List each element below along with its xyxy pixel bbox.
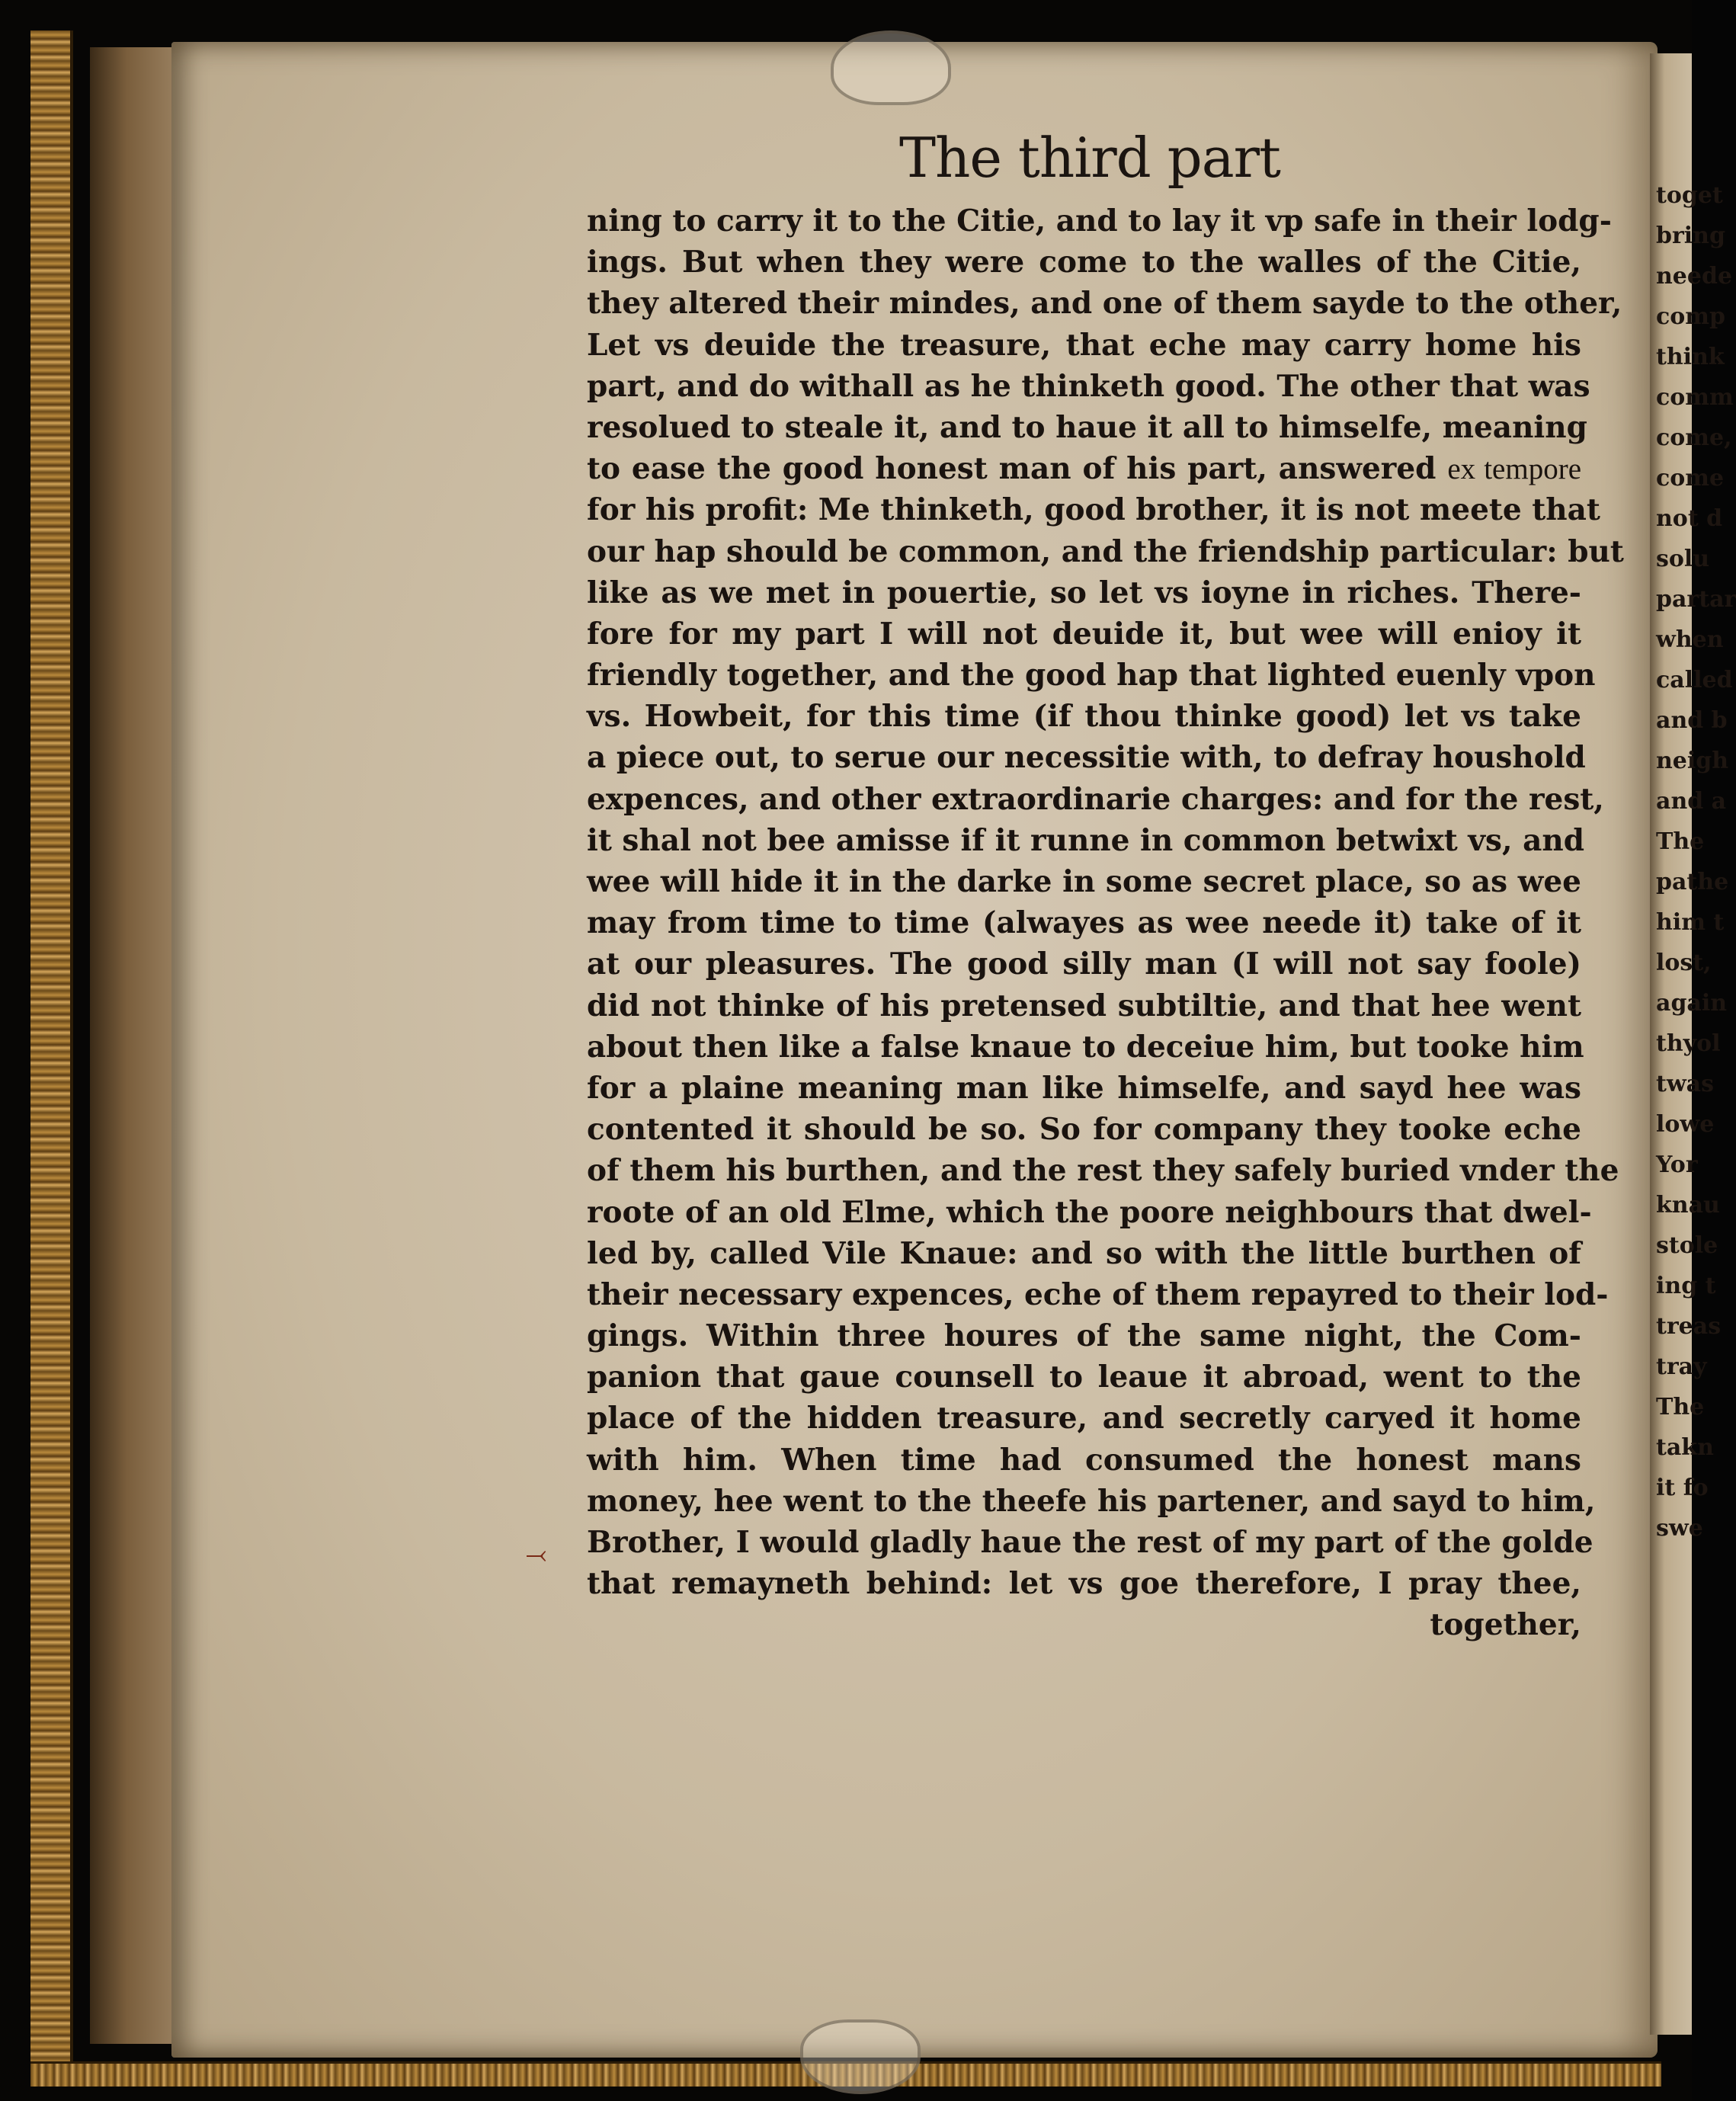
page-clip-bottom: [800, 2019, 921, 2094]
facing-fragment: The: [1656, 1394, 1705, 1420]
text-line: vs. Howbeit, for this time (if thou thinke good) let vs take: [587, 699, 1581, 735]
text-line: gings. Within three houres of the same night, the Com-: [587, 1318, 1581, 1354]
text-line: did not thinke of his pretensed subtiltie, and that hee went: [587, 988, 1581, 1023]
text-line: contented it should be so. So for company they tooke eche: [587, 1112, 1581, 1148]
facing-page-fragments: [1650, 175, 1736, 1549]
facing-fragment: bring: [1656, 223, 1725, 249]
facing-fragment: tray: [1656, 1353, 1707, 1380]
text-line: of them his burthen, and the rest they safely buried vnder the: [587, 1153, 1619, 1189]
facing-fragment: it fo: [1656, 1475, 1709, 1501]
text-line: at our pleasures. The good silly man (I will not say foole): [587, 946, 1581, 982]
latin-phrase: ex tempore: [1447, 453, 1581, 486]
facing-fragment: treas: [1656, 1313, 1722, 1340]
facing-fragment: takn: [1656, 1434, 1714, 1461]
page-clip-top: [831, 30, 951, 105]
facing-fragment: solu: [1656, 546, 1710, 572]
facing-fragment: called: [1656, 667, 1733, 693]
text-line: place of the hidden treasure, and secretly caryed it home: [587, 1401, 1581, 1436]
gilt-left-edge: [30, 30, 73, 2073]
facing-fragment: think: [1656, 344, 1725, 370]
page-stack: [90, 47, 181, 2044]
facing-fragment: when: [1656, 626, 1724, 653]
text-line: panion that gaue counsell to leaue it abroad, went to the: [587, 1360, 1581, 1395]
facing-fragment: lowe: [1656, 1111, 1715, 1138]
text-line: resolued to steale it, and to haue it all to himselfe, meaning: [587, 409, 1587, 445]
facing-fragment: him t: [1656, 909, 1725, 936]
running-head: The third part: [899, 126, 1280, 190]
text-line: expences, and other extraordinarie charges: and for the rest,: [587, 781, 1604, 817]
text-line: may from time to time (alwayes as wee neede it) take of it: [587, 905, 1581, 941]
facing-fragment: and a: [1656, 788, 1727, 815]
facing-fragment: knau: [1656, 1192, 1720, 1219]
facing-page-edge: [1650, 53, 1736, 2035]
text-line: it shal not bee amisse if it runne in common betwixt vs, and: [587, 822, 1585, 858]
facing-fragment: not d: [1656, 505, 1723, 532]
text-line: ings. But when they were come to the walles of the Citie,: [587, 245, 1581, 280]
facing-fragment: neigh: [1656, 748, 1729, 774]
text-line: their necessary expences, eche of them repayred to their lod-: [587, 1276, 1609, 1312]
facing-fragment: neede: [1656, 263, 1733, 290]
text-line: Let vs deuide the treasure, that eche may carry home his: [587, 327, 1581, 363]
text-line: part, and do withall as he thinketh good. The other that was: [587, 368, 1590, 404]
text-line: like as we met in pouertie, so let vs ioyne in riches. There-: [587, 575, 1581, 610]
facing-fragment: toget: [1656, 182, 1723, 209]
facing-fragment: twas: [1656, 1071, 1715, 1097]
text-line: for his profit: Me thinketh, good brother, it is not meete that: [587, 492, 1600, 528]
text-line: a piece out, to serue our necessitie with, to defray houshold: [587, 740, 1586, 776]
facing-fragment: swe: [1656, 1515, 1703, 1542]
facing-fragment: ing t: [1656, 1273, 1716, 1299]
facing-fragment: comp: [1656, 303, 1725, 330]
text-line: friendly together, and the good hap that lighted euenly vpon: [587, 658, 1596, 693]
text-line: ning to carry it to the Citie, and to lay it vp safe in their lodg-: [587, 203, 1612, 239]
facing-fragment: comm: [1656, 384, 1734, 411]
text-line: roote of an old Elme, which the poore neighbours that dwel-: [587, 1194, 1592, 1230]
text-line: fore for my part I will not deuide it, but wee will enioy it: [587, 616, 1581, 652]
text-line: to ease the good honest man of his part, answered ex tempore: [587, 451, 1581, 487]
facing-fragment: come,: [1656, 424, 1732, 451]
text-line: our hap should be common, and the friendship particular: but: [587, 533, 1624, 569]
facing-fragment: lost,: [1656, 950, 1712, 976]
facing-fragment: thyol: [1656, 1030, 1721, 1057]
facing-fragment: come: [1656, 465, 1725, 492]
text-line: about then like a false knaue to deceiue him, but tooke him: [587, 1029, 1584, 1065]
facing-fragment: Yor: [1656, 1151, 1698, 1178]
text-line: Brother, I would gladly haue the rest of my part of the golde: [587, 1525, 1593, 1560]
text-line: with him. When time had consumed the honest mans: [587, 1442, 1581, 1478]
facing-fragment: stole: [1656, 1232, 1718, 1259]
text-line: they altered their mindes, and one of them sayde to the other,: [587, 286, 1622, 322]
body-text: [587, 200, 1624, 1646]
margin-mark-icon: ⤙: [526, 1539, 547, 1570]
text-line: that remayneth behind: let vs goe therefore, I pray thee,: [587, 1566, 1581, 1602]
facing-fragment: pathe: [1656, 869, 1729, 895]
text-line: led by, called Vile Knaue: and so with the little burthen of: [587, 1235, 1581, 1271]
facing-fragment: The: [1656, 828, 1705, 855]
text-line: wee will hide it in the darke in some secret place, so as wee: [587, 864, 1581, 899]
text-line: money, hee went to the theefe his partener, and sayd to him,: [587, 1483, 1596, 1519]
facing-fragment: and b: [1656, 707, 1728, 734]
text-line: for a plaine meaning man like himselfe, and sayd hee was: [587, 1070, 1581, 1106]
facing-fragment: again: [1656, 990, 1728, 1017]
facing-fragment: partar: [1656, 586, 1736, 613]
catchword: together,: [1430, 1607, 1581, 1643]
